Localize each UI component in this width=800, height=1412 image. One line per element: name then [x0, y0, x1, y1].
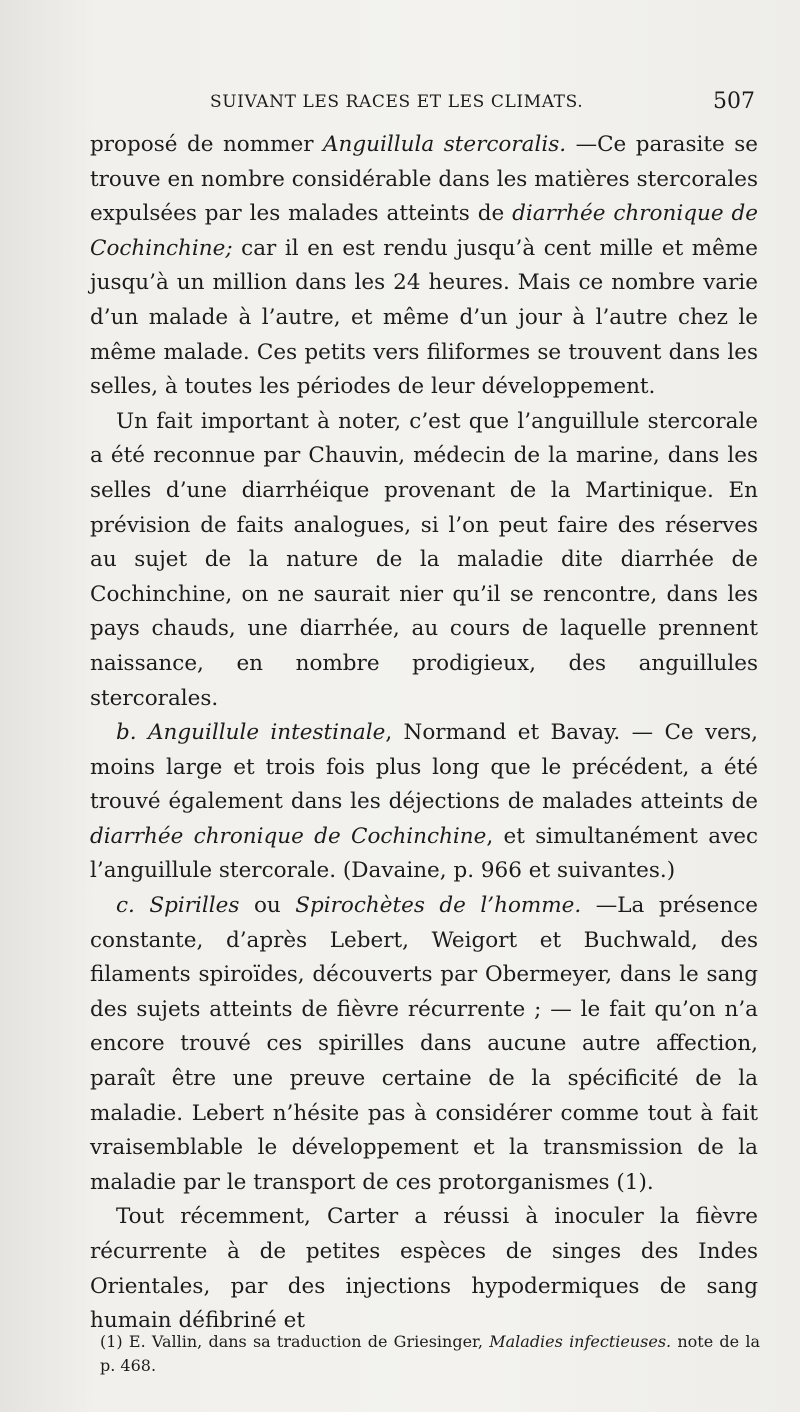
footnote-text-2: note de la p. 468. [100, 1332, 760, 1375]
paragraph-carter [90, 1200, 758, 1338]
para5-text: Tout récemment, Carter a réussi à inoculer la fièvre récurrente à de petites espèces de singes des Indes Orientales, par des injections hypodermiques de sang humain défibriné et [90, 1204, 758, 1334]
footnote-text-1: E. Vallin, dans sa traduction de Griesinger, [122, 1332, 490, 1351]
para1-text-1: proposé de nommer [90, 132, 324, 157]
footnote-italic: Maladies infectieuses. [489, 1332, 672, 1351]
para4-italic-1: Spirilles [149, 893, 240, 919]
para4-text-1: ou [239, 893, 296, 919]
footnotes [100, 1330, 760, 1378]
para1-italic-2: diarrhée chronique de Cochinchine; [90, 201, 758, 261]
page-number: 507 [713, 89, 755, 114]
paragraph-spirilles [90, 889, 758, 1200]
para3-italic-2: diarrhée chronique de Cochinchine [90, 823, 487, 849]
footnote-marker: (1) [100, 1332, 123, 1351]
paragraph-anguillula-stercoralis [90, 128, 758, 405]
page-header [210, 89, 755, 122]
para4-italic-2: Spirochètes de l’homme. [295, 893, 582, 919]
footnote-1 [100, 1330, 760, 1378]
para4-marker: c. [116, 893, 135, 919]
running-head: SUIVANT LES RACES ET LES CLIMATS. [210, 92, 584, 112]
para2-text: Un fait important à noter, c’est que l’anguillule stercorale a été reconnue par Chauvin, médecin de la marine, dans les selles d’une diarrhéique provenant de la Martinique. En prévision de faits analogues, si l’on peut faire des réserves au sujet de la nature de la maladie dite diarrhée de Cochinchine, on ne saurait nier qu’il se rencontre, dans les pays chauds, une diarrhée, au cours de laquelle prennent naissance, en nombre prodigieux, des anguillules stercorales. [90, 408, 758, 711]
para3-text-1: , Normand et Bavay. — Ce vers, moins large et trois fois plus long que le précédent, a été trouvé également dans les déjections de malades atteints de [90, 720, 758, 815]
para4-text-2: —La présence constante, d’après Lebert, Weigort et Buchwald, des filaments spiroïdes, découverts par Obermeyer, dans le sang des sujets atteints de fièvre récurrente ; — le fait qu’on n’a encore trouvé ces spirilles dans aucune autre affection, paraît être une preuve certaine de la spécificité de la maladie. Lebert n’hésite pas à considérer comme tout à fait vraisemblable le développement et la transmission de la maladie par le transport de ces protorganismes (1). [90, 893, 758, 1195]
paragraph-anguillule-intestinale [90, 716, 758, 889]
para3-italic-1: Anguillule intestinale [147, 720, 386, 746]
para3-marker: b. [116, 720, 137, 746]
paragraph-chauvin [90, 405, 758, 716]
para1-text-3: car il en est rendu jusqu’à cent mille et même jusqu’à un million dans les 24 heures. Mais ce nombre varie d’un malade à l’autre, et même d’un jour à l’autre chez le même malade. Ces petits vers filiformes se trouvent dans les selles, à toutes les périodes de leur développement. [90, 235, 758, 400]
para1-text-2: —Ce parasite se trouve en nombre considérable dans les matières stercorales expulsées par les malades atteints de [90, 132, 758, 227]
para3-text-2: , et simultanément avec l’anguillule stercorale. (Davaine, p. 966 et suivantes.) [90, 823, 758, 884]
body-text [90, 128, 758, 1339]
para1-italic-1: Anguillula stercoralis. [323, 132, 567, 157]
